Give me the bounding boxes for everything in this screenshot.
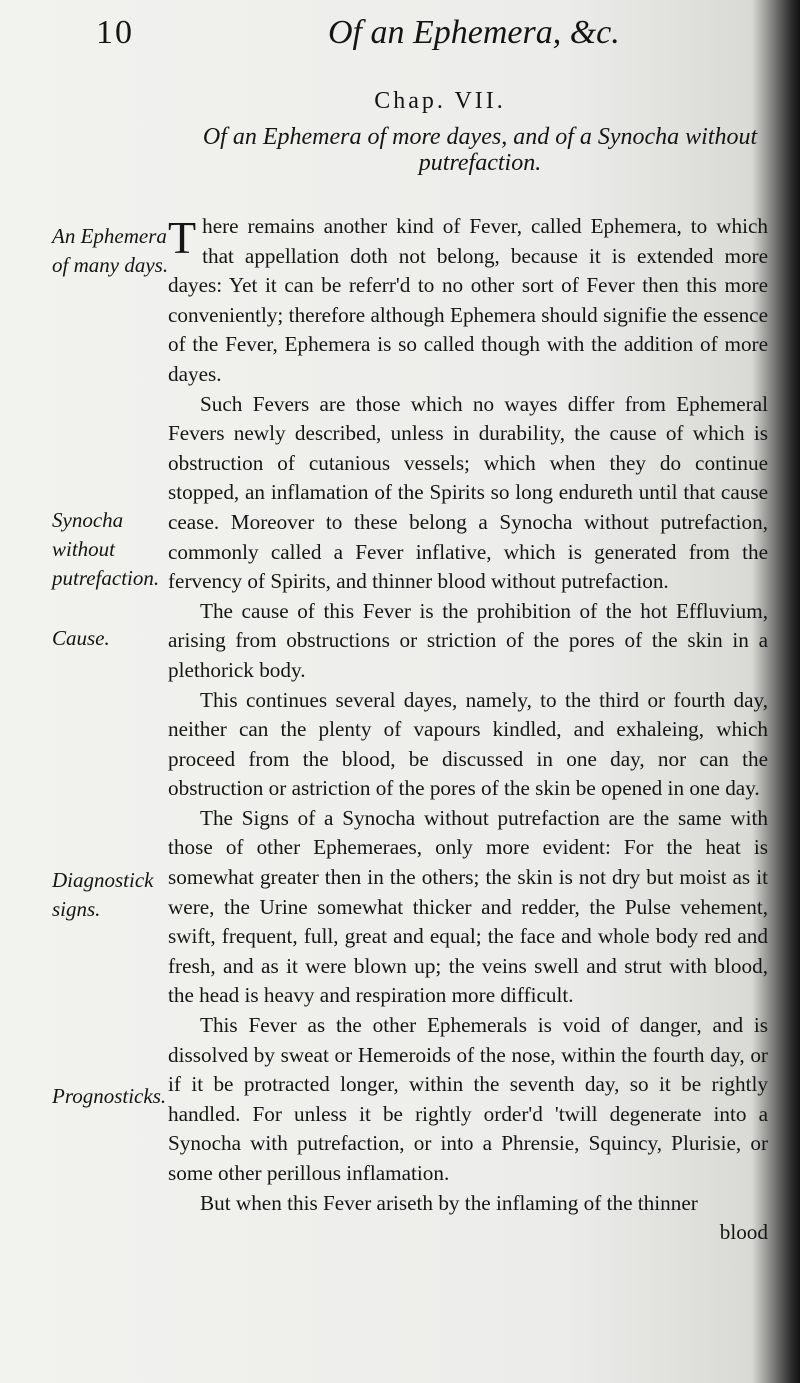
chapter-label: Chap. VII. (374, 88, 506, 114)
margin-note-prognosticks: Prognosticks. (52, 1084, 167, 1108)
catchword: blood (719, 1220, 768, 1245)
margin-note-cause: Cause. (52, 626, 110, 650)
running-head (0, 10, 800, 58)
paragraph: This continues several dayes, namely, to the third or fourth day, neither can the plenty of vapours kindled, and exhaleing, which proceed from the blood, be discussed in one day, nor can the obstruction or astriction of the pores of the skin be opened in one day. (168, 687, 768, 801)
chapter-title: Of an Ephemera of more dayes, and of a Synocha without putrefaction. (202, 124, 758, 176)
margin-note-diagnostick-signs: Diagnostick signs. (52, 868, 154, 921)
paragraph: The Signs of a Synocha without putrefaction are the same with those of other Ephemeraes, only more evident: For the heat is somewhat greater then in the others; the skin is not dry but moist as it were, the Urine somewhat thicker and redder, the Pulse vehement, swift, frequent, full, great and equal; the face and whole body red and fresh, and as it were blown up; the veins swell and strut with blood, the head is heavy and respiration more difficult. (168, 805, 768, 1008)
paragraph: There remains another kind of Fever, called Ephemera, to which that appellation doth not belong, because it is extended more dayes: Yet it can be referr'd to no other sort of Fever then this more conveniently; therefore although Ephemera should signifie the essence of the Fever, Ephemera is so called though with the addition of more dayes. (168, 212, 768, 386)
running-title: Of an Ephemera, &c. (328, 14, 620, 51)
chapter-body (168, 212, 768, 1248)
margin-note-ephemera: An Ephemera of many days. (52, 224, 169, 277)
margin-note-synocha: Synocha without putrefaction. (52, 508, 160, 590)
paragraph: This Fever as the other Ephemerals is void of danger, and is dissolved by sweat or Hemeroids of the nose, within the fourth day, or if it be protracted longer, within the seventh day, so it be rightly handled. For unless it be rightly order'd 'twill degenerate into a Synocha with putrefaction, or into a Phrensie, Squincy, Plurisie, or some other perillous inflamation. (168, 1013, 768, 1185)
page-number: 10 (96, 14, 134, 51)
paragraph: The cause of this Fever is the prohibition of the hot Effluvium, arising from obstructions or striction of the pores of the skin in a plethorick body. (168, 598, 768, 682)
paragraph: But when this Fever ariseth by the inflaming of the thinner (200, 1190, 698, 1215)
paragraph: Such Fevers are those which no wayes differ from Ephemeral Fevers newly described, unless in durability, the cause of which is obstruction of cutanious vessels; which when they do continue stopped, an inflamation of the Spirits so long endureth until that cause cease. Moreover to these belong a Synocha without putrefaction, commonly called a Fever inflative, which is generated from the fervency of Spirits, and thinner blood without putrefaction. (168, 391, 768, 594)
